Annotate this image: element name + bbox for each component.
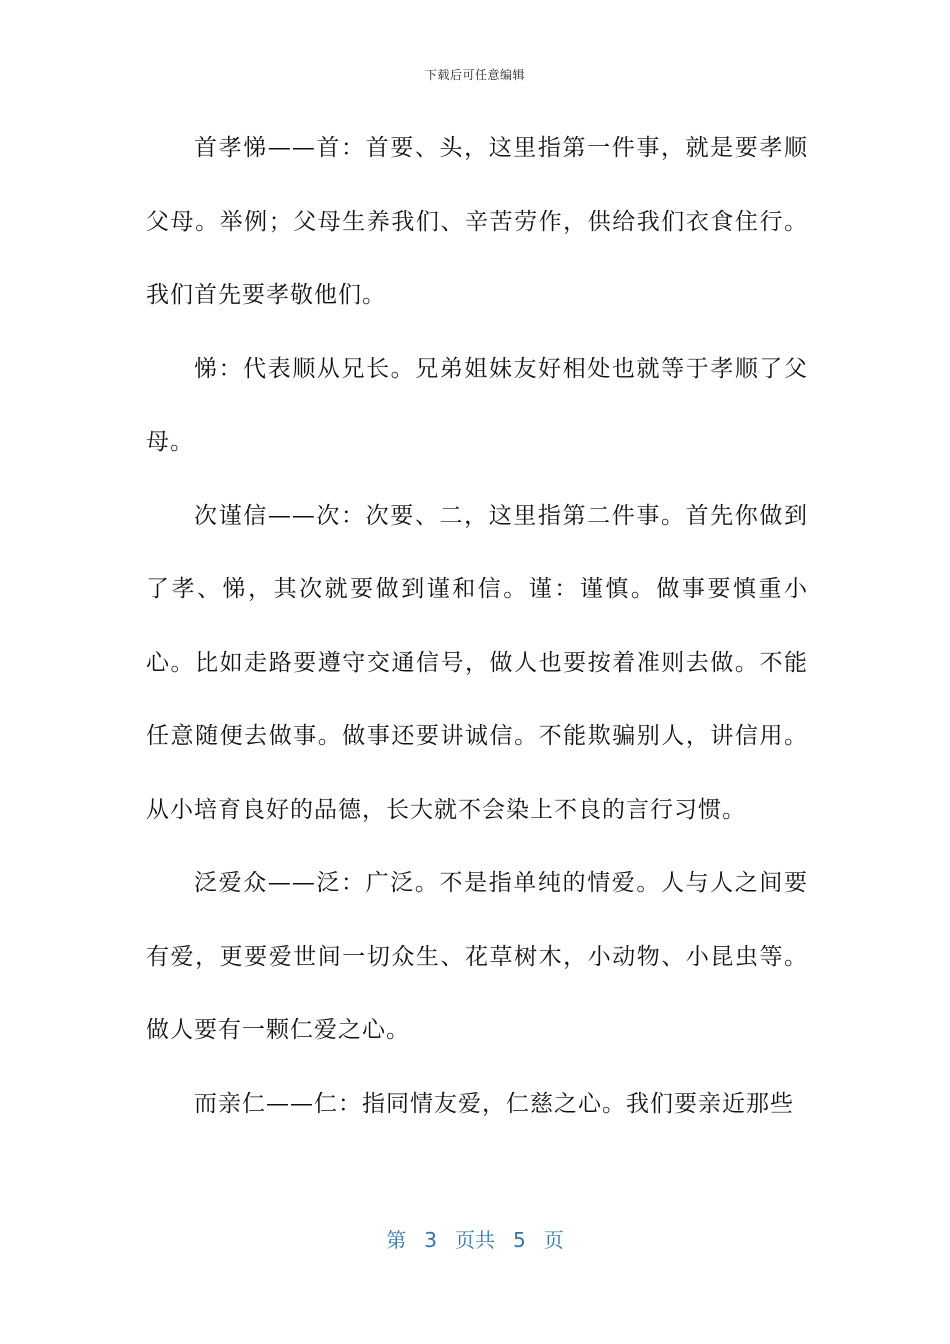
footer-middle: 页共	[455, 1228, 495, 1252]
paragraph-2: 悌：代表顺从兄长。兄弟姐妹友好相处也就等于孝顺了父母。	[146, 355, 808, 455]
paragraph-1: 首孝悌——首：首要、头，这里指第一件事，就是要孝顺父母。举例；父母生养我们、辛苦劳作，供给我们衣食住行。我们首先要孝敬他们。	[146, 135, 808, 308]
page-footer	[0, 1224, 950, 1253]
footer-prefix: 第	[386, 1228, 407, 1252]
footer-suffix: 页	[543, 1228, 564, 1252]
paragraph-4: 泛爱众——泛：广泛。不是指单纯的情爱。人与人之间要有爱，更要爱世间一切众生、花草树木，小动物、小昆虫等。做人要有一颗仁爱之心。	[146, 870, 808, 1043]
paragraph-5: 而亲仁——仁：指同情友爱，仁慈之心。我们要亲近那些	[194, 1090, 794, 1117]
total-pages-number: 5	[513, 1228, 526, 1252]
document-body	[146, 112, 808, 1141]
current-page-number: 3	[424, 1228, 437, 1252]
paragraph-3: 次谨信——次：次要、二，这里指第二件事。首先你做到了孝、悌，其次就要做到谨和信。谨：谨慎。做事要慎重小心。比如走路要遵守交通信号，做人也要按着准则去做。不能任意随便去做事。做事还要讲诚信。不能欺骗别人，讲信用。从小培育良好的品德，长大就不会染上不良的言行习惯。	[146, 502, 808, 823]
page-header: 下载后可任意编辑	[424, 68, 525, 82]
